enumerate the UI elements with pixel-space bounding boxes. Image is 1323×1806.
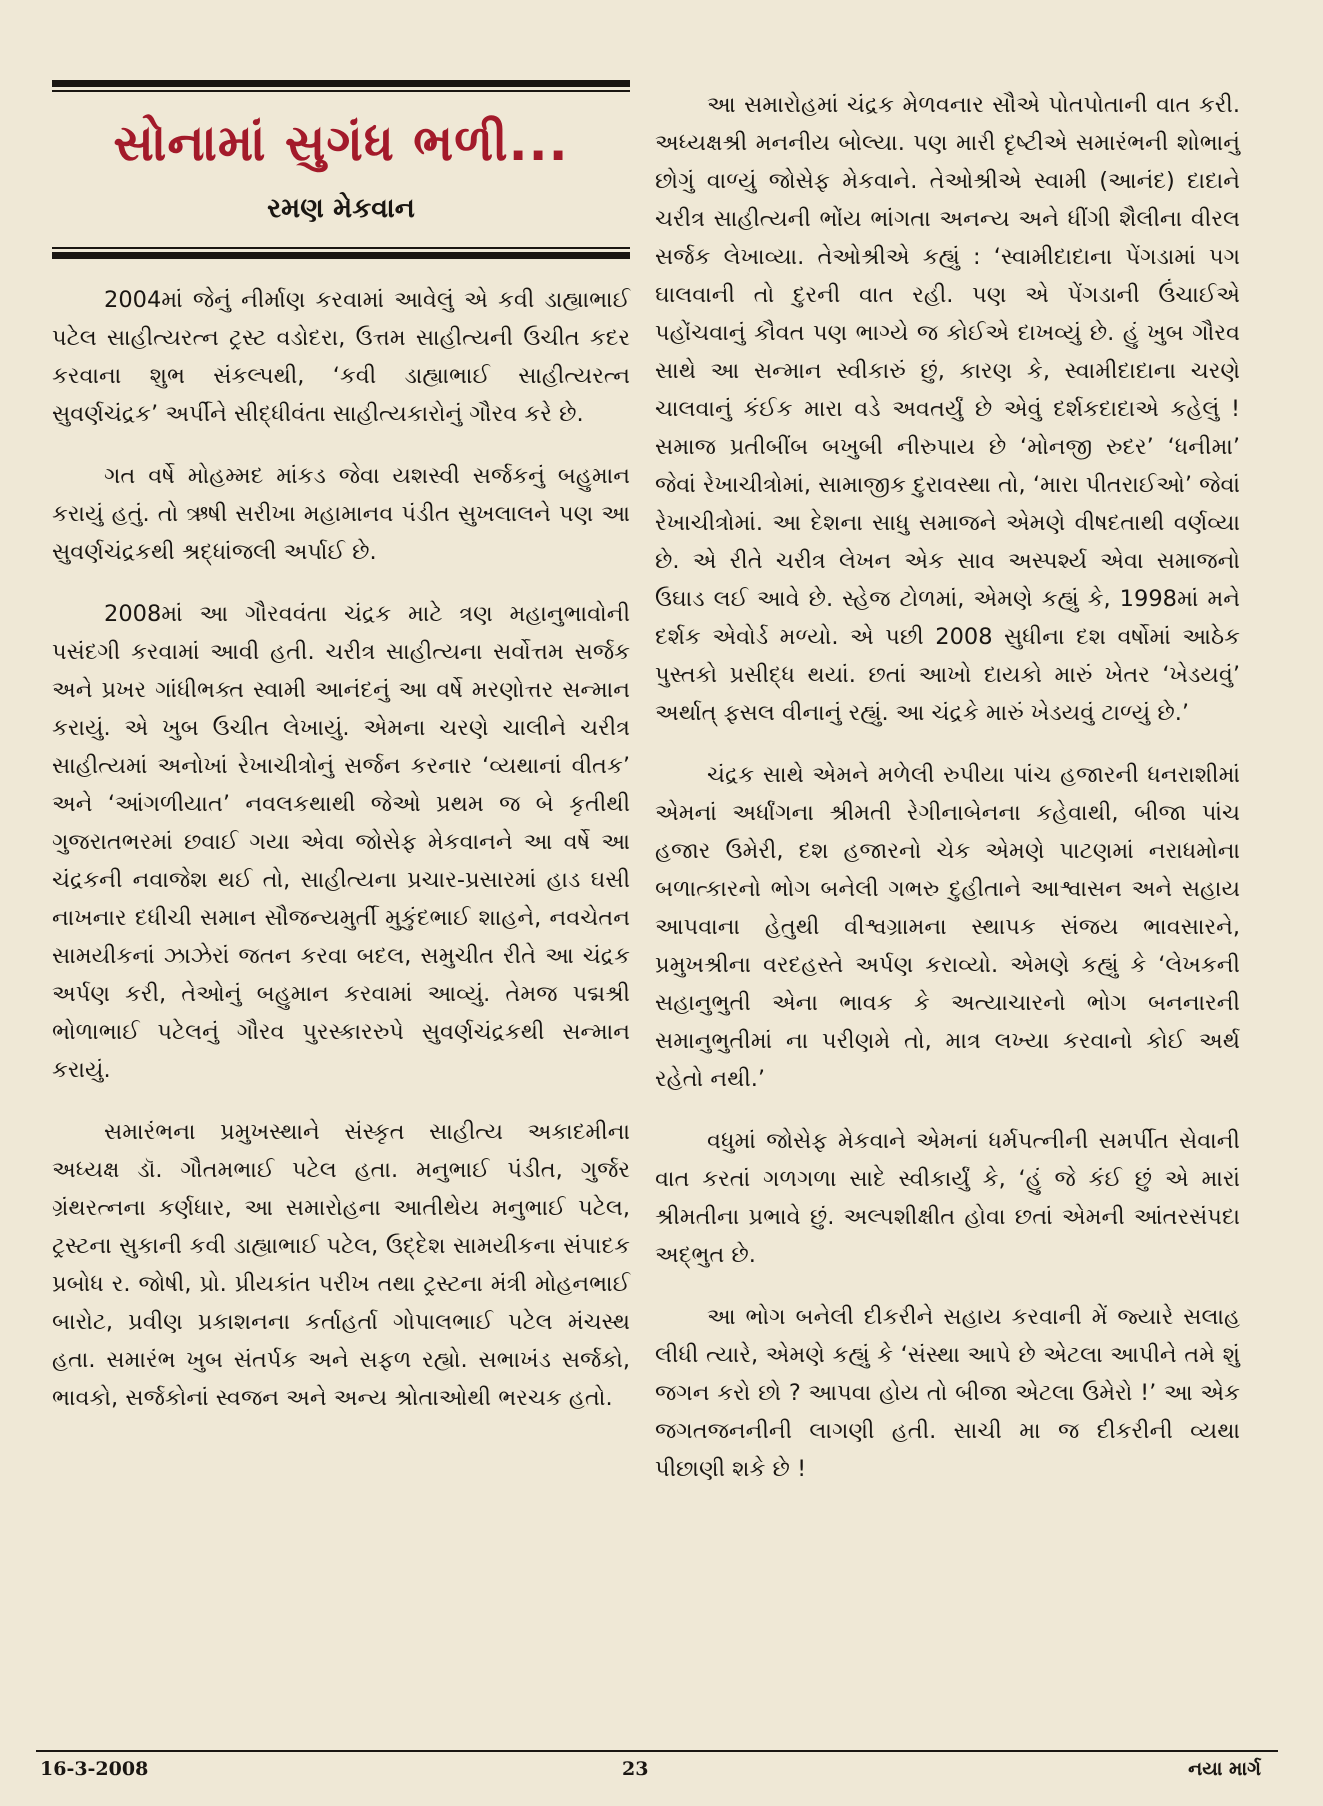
paragraph: સમારંભના પ્રમુખસ્થાને સંસ્કૃત સાહીત્ય અકાદમીના અધ્યક્ષ ડૉ. ગૌતમભાઈ પટેલ હતા. મનુભાઈ પંડીત, ગુર્જર ગ્રંથરત્નના કર્ણધાર, આ સમારોહના આતીથેય મનુભાઈ પટેલ, ટ્રસ્ટના સુકાની કવી ડાહ્યાભાઈ પટેલ, ઉદ્દેશ સામયીકના સંપાદક પ્રબોધ ર. જોષી, પ્રો. પ્રીયકાંત પરીખ તથા ટ્રસ્ટના મંત્રી મોહનભાઈ બારોટ, પ્રવીણ પ્રકાશનના કર્તાહર્તા ગોપાલભાઈ પટેલ મંચસ્થ હતા. સમારંભ ખુબ સંતર્પક અને સફળ રહ્યો. સભાખંડ સર્જકો, ભાવકો, સર્જકોનાં સ્વજન અને અન્ય શ્રોતાઓથી ભરચક હતો. bbox=[52, 1119, 630, 1411]
paragraph: 2004માં જેનું નીર્માણ કરવામાં આવેલું એ કવી ડાહ્યાભાઈ પટેલ સાહીત્યરત્ન ટ્રસ્ટ વડોદરા, ઉત્તમ સાહીત્યની ઉચીત કદર કરવાના શુભ સંકલ્પથી, ‘કવી ડાહ્યાભાઈ સાહીત્યરત્ન સુવર્ણચંદ્રક’ અર્પીને સીદ્ધીવંતા સાહીત્યકારોનું ગૌરવ કરે છે. bbox=[52, 287, 630, 427]
page-number: 23 bbox=[622, 1758, 649, 1780]
paragraph: ગત વર્ષે મોહમ્મદ માંકડ જેવા યશસ્વી સર્જકનું બહુમાન કરાયું હતું. તો ઋષી સરીખા મહામાનવ પંડીત સુખલાલને પણ આ સુવર્ણચંદ્રકથી શ્રદ્ધાંજલી અર્પાઈ છે. bbox=[52, 463, 630, 565]
title-top-rule bbox=[52, 80, 630, 87]
magazine-name: નયા માર્ગ bbox=[1188, 1758, 1261, 1780]
title-top-rule-thin bbox=[52, 90, 630, 92]
footer-date: 16-3-2008 bbox=[40, 1758, 149, 1780]
article-title: સોનામાં સુગંધ ભળી... bbox=[113, 114, 569, 172]
paragraph: આ ભોગ બનેલી દીકરીને સહાય કરવાની મેં જ્યારે સલાહ લીધી ત્યારે, એમણે કહ્યું કે ‘સંસ્થા આપે છે એટલા આપીને તમે શું જગન કરો છો ? આપવા હોય તો બીજા એટલા ઉમેરો !’ આ એક જગતજનનીની લાગણી હતી. સાચી મા જ દીકરીની વ્યથા પીછાણી શકે છે ! bbox=[655, 1304, 1240, 1482]
paragraph: 2008માં આ ગૌરવવંતા ચંદ્રક માટે ત્રણ મહાનુભાવોની પસંદગી કરવામાં આવી હતી. ચરીત્ર સાહીત્યના સર્વોત્તમ સર્જક અને પ્રખર ગાંધીભક્ત સ્વામી આનંદનું આ વર્ષે મરણોત્તર સન્માન કરાયું. એ ખુબ ઉચીત લેખાયું. એમના ચરણે ચાલીને ચરીત્ર સાહીત્યમાં અનોખાં રેખાચીત્રોનું સર્જન કરનાર ‘વ્યથાનાં વીતક’ અને ‘આંગળીયાત’ નવલકથાથી જેઓ પ્રથમ જ બે કૃતીથી ગુજરાતભરમાં છવાઈ ગયા એવા જોસેફ મેકવાનને આ વર્ષે આ ચંદ્રકની નવાજેશ થઈ તો, સાહીત્યના પ્રચાર-પ્રસારમાં હાડ ઘસી નાખનાર દધીચી સમાન સૌજન્યમુર્તી મુકુંદભાઈ શાહને, નવચેતન સામયીકનાં ઝાઝેરાં જતન કરવા બદલ, સમુચીત રીતે આ ચંદ્રક અર્પણ કરી, તેઓનું બહુમાન કરવામાં આવ્યું. તેમજ પદ્મશ્રી ભોળાભાઈ પટેલનું ગૌરવ પુરસ્કારરુપે સુવર્ણચંદ્રકથી સન્માન કરાયું. bbox=[52, 601, 630, 1083]
paragraph: વધુમાં જોસેફ મેકવાને એમનાં ધર્મપત્નીની સમર્પીત સેવાની વાત કરતાં ગળગળા સાદે સ્વીકાર્યું કે, ‘હું જે કંઈ છું એ મારાં શ્રીમતીના પ્રભાવે છું. અલ્પશીક્ષીત હોવા છતાં એમની આંતરસંપદા અદ્ભુત છે. bbox=[655, 1128, 1240, 1268]
author-bottom-rule bbox=[52, 252, 630, 259]
paragraph: આ સમારોહમાં ચંદ્રક મેળવનાર સૌએ પોતપોતાની વાત કરી. અધ્યક્ષશ્રી મનનીય બોલ્યા. પણ મારી દૃષ્ટીએ સમારંભની શોભાનું છોગું વાળ્યું જોસેફ મેકવાને. તેઓશ્રીએ સ્વામી (આનંદ) દાદાને ચરીત્ર સાહીત્યની ભોંય ભાંગતા અનન્ય અને ધીંગી શૈલીના વીરલ સર્જક લેખાવ્યા. તેઓશ્રીએ કહ્યું : ‘સ્વામીદાદાના પેંગડામાં પગ ઘાલવાની તો દુરની વાત રહી. પણ એ પેંગડાની ઉંચાઈએ પહોંચવાનું કૌવત પણ ભાગ્યે જ કોઈએ દાખવ્યું છે. હું ખુબ ગૌરવ સાથે આ સન્માન સ્વીકારું છું, કારણ કે, સ્વામીદાદાના ચરણે ચાલવાનું કંઈક મારા વડે અવતર્યું છે એવું દર્શકદાદાએ કહેલું ! સમાજ પ્રતીબીંબ બખુબી નીરુપાય છે ‘મોનજી રુદર’ ‘ધનીમા’ જેવાં રેખાચીત્રોમાં, સામાજીક દુરાવસ્થા તો, ‘મારા પીતરાઈઓ’ જેવાં રેખાચીત્રોમાં. આ દેશના સાધુ સમાજને એમણે વીષદતાથી વર્ણવ્યા છે. એ રીતે ચરીત્ર લેખન એક સાવ અસ્પર્શ્ય એવા સમાજનો ઉઘાડ લઈ આવે છે. સ્હેજ ટોળમાં, એમણે કહ્યું કે, 1998માં મને દર્શક એવોર્ડ મળ્યો. એ પછી 2008 સુધીના દશ વર્ષોમાં આઠેક પુસ્તકો પ્રસીદ્ધ થયાં. છતાં આખો દાયકો મારું ખેતર ‘ખેડયવું’ અર્થાત્ ફસલ વીનાનું રહ્યું. આ ચંદ્રકે મારું ખેડયવું ટાળ્યું છે.’ bbox=[655, 92, 1240, 726]
author-bottom-rule-thin bbox=[52, 247, 630, 249]
left-column bbox=[52, 80, 630, 1417]
article-author: રમણ મેકવાન bbox=[267, 193, 415, 224]
right-column bbox=[655, 86, 1240, 1488]
paragraph: ચંદ્રક સાથે એમને મળેલી રુપીયા પાંચ હજારની ધનરાશીમાં એમનાં અર્ધાંગના શ્રીમતી રેગીનાબેનના કહેવાથી, બીજા પાંચ હજાર ઉમેરી, દશ હજારનો ચેક એમણે પાટણમાં નરાધમોના બળાત્કારનો ભોગ બનેલી ગભરુ દુહીતાને આશ્વાસન અને સહાય આપવાના હેતુથી વીશ્વગ્રામના સ્થાપક સંજય ભાવસારને, પ્રમુખશ્રીના વરદહસ્તે અર્પણ કરાવ્યો. એમણે કહ્યું કે ‘લેખકની સહાનુભુતી એના ભાવક કે અત્યાચારનો ભોગ બનનારની સમાનુભુતીમાં ના પરીણમે તો, માત્ર લખ્યા કરવાનો કોઈ અર્થ રહેતો નથી.’ bbox=[655, 762, 1240, 1092]
footer-rule bbox=[36, 1750, 1278, 1752]
